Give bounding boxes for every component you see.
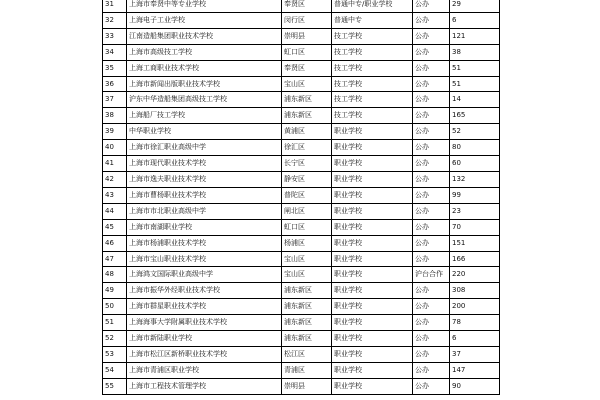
cell-count: 220: [450, 267, 500, 283]
cell-count: 200: [450, 299, 500, 315]
cell-count: 78: [450, 315, 500, 331]
cell-school-type: 普通中专: [332, 12, 413, 28]
cell-school-name: 上海市青浦区职业学校: [127, 362, 282, 378]
cell-count: 51: [450, 76, 500, 92]
cell-number: 37: [103, 92, 127, 108]
table-row: [103, 140, 500, 156]
cell-school-name: 上海市高级技工学校: [127, 44, 282, 60]
cell-district: 黄浦区: [282, 124, 332, 140]
cell-ownership: 公办: [413, 235, 450, 251]
table-row: [103, 187, 500, 203]
cell-school-name: 上海市市北职业高级中学: [127, 203, 282, 219]
cell-school-type: 职业学校: [332, 235, 413, 251]
cell-school-type: 职业学校: [332, 267, 413, 283]
cell-school-type: 技工学校: [332, 60, 413, 76]
cell-number: 40: [103, 140, 127, 156]
cell-school-type: 职业学校: [332, 315, 413, 331]
cell-school-name: 上海市现代职业技术学校: [127, 156, 282, 172]
cell-ownership: 公办: [413, 140, 450, 156]
cell-district: 崇明县: [282, 378, 332, 394]
cell-district: 静安区: [282, 171, 332, 187]
cell-district: 普陀区: [282, 187, 332, 203]
cell-count: 6: [450, 12, 500, 28]
cell-number: 35: [103, 60, 127, 76]
cell-number: 38: [103, 108, 127, 124]
cell-school-type: 技工学校: [332, 92, 413, 108]
cell-number: 33: [103, 28, 127, 44]
cell-ownership: 公办: [413, 76, 450, 92]
cell-school-type: 职业学校: [332, 283, 413, 299]
table-row: [103, 12, 500, 28]
cell-ownership: 公办: [413, 362, 450, 378]
cell-school-type: 职业学校: [332, 378, 413, 394]
cell-school-type: 职业学校: [332, 346, 413, 362]
cell-school-name: 上海鸿文国际职业高级中学: [127, 267, 282, 283]
cell-number: 54: [103, 362, 127, 378]
cell-school-type: 职业学校: [332, 187, 413, 203]
cell-count: 38: [450, 44, 500, 60]
cell-ownership: 公办: [413, 203, 450, 219]
cell-ownership: 公办: [413, 346, 450, 362]
cell-number: 53: [103, 346, 127, 362]
cell-ownership: 公办: [413, 12, 450, 28]
cell-number: 46: [103, 235, 127, 251]
cell-district: 浦东新区: [282, 108, 332, 124]
cell-school-type: 职业学校: [332, 299, 413, 315]
cell-count: 37: [450, 346, 500, 362]
cell-school-name: 上海电子工业学校: [127, 12, 282, 28]
table-row: [103, 346, 500, 362]
table-row: [103, 44, 500, 60]
cell-district: 浦东新区: [282, 315, 332, 331]
cell-number: 31: [103, 0, 127, 12]
cell-number: 51: [103, 315, 127, 331]
cell-number: 48: [103, 267, 127, 283]
cell-number: 49: [103, 283, 127, 299]
cell-number: 50: [103, 299, 127, 315]
cell-school-name: 上海市新陆职业学校: [127, 331, 282, 347]
cell-ownership: 公办: [413, 315, 450, 331]
cell-school-name: 上海船厂技工学校: [127, 108, 282, 124]
cell-school-type: 技工学校: [332, 76, 413, 92]
cell-number: 52: [103, 331, 127, 347]
cell-count: 60: [450, 156, 500, 172]
cell-number: 36: [103, 76, 127, 92]
cell-school-name: 上海海事大学附属职业技术学校: [127, 315, 282, 331]
cell-number: 41: [103, 156, 127, 172]
cell-district: 青浦区: [282, 362, 332, 378]
cell-district: 浦东新区: [282, 331, 332, 347]
cell-school-name: 上海市徐汇职业高级中学: [127, 140, 282, 156]
cell-district: 奉贤区: [282, 60, 332, 76]
cell-district: 浦东新区: [282, 283, 332, 299]
cell-ownership: 公办: [413, 378, 450, 394]
cell-ownership: 公办: [413, 299, 450, 315]
cell-number: 32: [103, 12, 127, 28]
cell-ownership: 公办: [413, 108, 450, 124]
cell-school-type: 技工学校: [332, 28, 413, 44]
cell-count: 23: [450, 203, 500, 219]
cell-count: 51: [450, 60, 500, 76]
cell-district: 徐汇区: [282, 140, 332, 156]
table-row: [103, 203, 500, 219]
table-row: [103, 378, 500, 394]
cell-district: 杨浦区: [282, 235, 332, 251]
table-row: [103, 362, 500, 378]
cell-count: 70: [450, 219, 500, 235]
cell-ownership: 公办: [413, 60, 450, 76]
cell-ownership: 公办: [413, 44, 450, 60]
cell-number: 42: [103, 171, 127, 187]
cell-ownership: 公办: [413, 124, 450, 140]
cell-ownership: 公办: [413, 251, 450, 267]
cell-count: 6: [450, 331, 500, 347]
cell-ownership: 公办: [413, 219, 450, 235]
cell-district: 长宁区: [282, 156, 332, 172]
table-row: [103, 124, 500, 140]
cell-district: 宝山区: [282, 251, 332, 267]
cell-count: 52: [450, 124, 500, 140]
cell-school-name: 上海市松江区新桥职业技术学校: [127, 346, 282, 362]
cell-ownership: 公办: [413, 187, 450, 203]
cell-school-name: 上海市新闻出版职业技术学校: [127, 76, 282, 92]
cell-school-type: 职业学校: [332, 171, 413, 187]
cell-count: 132: [450, 171, 500, 187]
cell-school-name: 上海市宝山职业技术学校: [127, 251, 282, 267]
table-row: [103, 92, 500, 108]
table-row: [103, 156, 500, 172]
table-row: [103, 60, 500, 76]
cell-school-type: 技工学校: [332, 108, 413, 124]
table-row: [103, 108, 500, 124]
cell-district: 闸北区: [282, 203, 332, 219]
table-row: [103, 76, 500, 92]
cell-district: 浦东新区: [282, 299, 332, 315]
cell-district: 虹口区: [282, 219, 332, 235]
cell-school-type: 职业学校: [332, 203, 413, 219]
cell-school-type: 技工学校: [332, 44, 413, 60]
cell-count: 165: [450, 108, 500, 124]
cell-ownership: 公办: [413, 0, 450, 12]
cell-count: 14: [450, 92, 500, 108]
cell-school-type: 职业学校: [332, 140, 413, 156]
cell-school-type: 职业学校: [332, 156, 413, 172]
cell-school-name: 中华职业学校: [127, 124, 282, 140]
table-row: [103, 219, 500, 235]
cell-count: 99: [450, 187, 500, 203]
cell-count: 151: [450, 235, 500, 251]
cell-school-name: 上海市奉贤中等专业学校: [127, 0, 282, 12]
cell-school-type: 职业学校: [332, 219, 413, 235]
table-row: [103, 28, 500, 44]
cell-number: 39: [103, 124, 127, 140]
cell-district: 闵行区: [282, 12, 332, 28]
cell-count: 147: [450, 362, 500, 378]
cell-school-name: 上海市振华外经职业技术学校: [127, 283, 282, 299]
cell-number: 47: [103, 251, 127, 267]
table-row: [103, 299, 500, 315]
cell-school-name: 上海市曹杨职业技术学校: [127, 187, 282, 203]
cell-count: 90: [450, 378, 500, 394]
cell-ownership: 公办: [413, 92, 450, 108]
table-body: [103, 0, 500, 394]
cell-school-name: 上海市逸夫职业技术学校: [127, 171, 282, 187]
table-row: [103, 283, 500, 299]
cell-district: 松江区: [282, 346, 332, 362]
cell-count: 80: [450, 140, 500, 156]
cell-school-type: 职业学校: [332, 362, 413, 378]
cell-district: 崇明县: [282, 28, 332, 44]
cell-district: 虹口区: [282, 44, 332, 60]
cell-school-name: 上海市南湖职业学校: [127, 219, 282, 235]
cell-school-name: 江南造船集团职业技术学校: [127, 28, 282, 44]
cell-school-name: 上海市工程技术管理学校: [127, 378, 282, 394]
cell-ownership: 公办: [413, 331, 450, 347]
cell-number: 45: [103, 219, 127, 235]
table-row: [103, 0, 500, 12]
cell-school-name: 沪东中华造船集团高级技工学校: [127, 92, 282, 108]
cell-number: 44: [103, 203, 127, 219]
cell-ownership: 公办: [413, 156, 450, 172]
cell-district: 奉贤区: [282, 0, 332, 12]
cell-ownership: 沪台合作: [413, 267, 450, 283]
cell-school-name: 上海工商职业技术学校: [127, 60, 282, 76]
cell-number: 43: [103, 187, 127, 203]
cell-ownership: 公办: [413, 283, 450, 299]
cell-district: 宝山区: [282, 267, 332, 283]
cell-district: 宝山区: [282, 76, 332, 92]
table-row: [103, 251, 500, 267]
cell-number: 34: [103, 44, 127, 60]
cell-school-type: 职业学校: [332, 251, 413, 267]
table-row: [103, 331, 500, 347]
table-row: [103, 267, 500, 283]
school-table: [102, 0, 500, 395]
cell-count: 166: [450, 251, 500, 267]
table-row: [103, 315, 500, 331]
cell-count: 29: [450, 0, 500, 12]
table-row: [103, 235, 500, 251]
cell-school-name: 上海市群星职业技术学校: [127, 299, 282, 315]
cell-count: 308: [450, 283, 500, 299]
cell-school-type: 普通中专/职业学校: [332, 0, 413, 12]
cell-school-type: 职业学校: [332, 331, 413, 347]
cell-count: 121: [450, 28, 500, 44]
cell-school-name: 上海市杨浦职业技术学校: [127, 235, 282, 251]
cell-district: 浦东新区: [282, 92, 332, 108]
cell-school-type: 职业学校: [332, 124, 413, 140]
cell-ownership: 公办: [413, 28, 450, 44]
cell-ownership: 公办: [413, 171, 450, 187]
cell-number: 55: [103, 378, 127, 394]
table-row: [103, 171, 500, 187]
